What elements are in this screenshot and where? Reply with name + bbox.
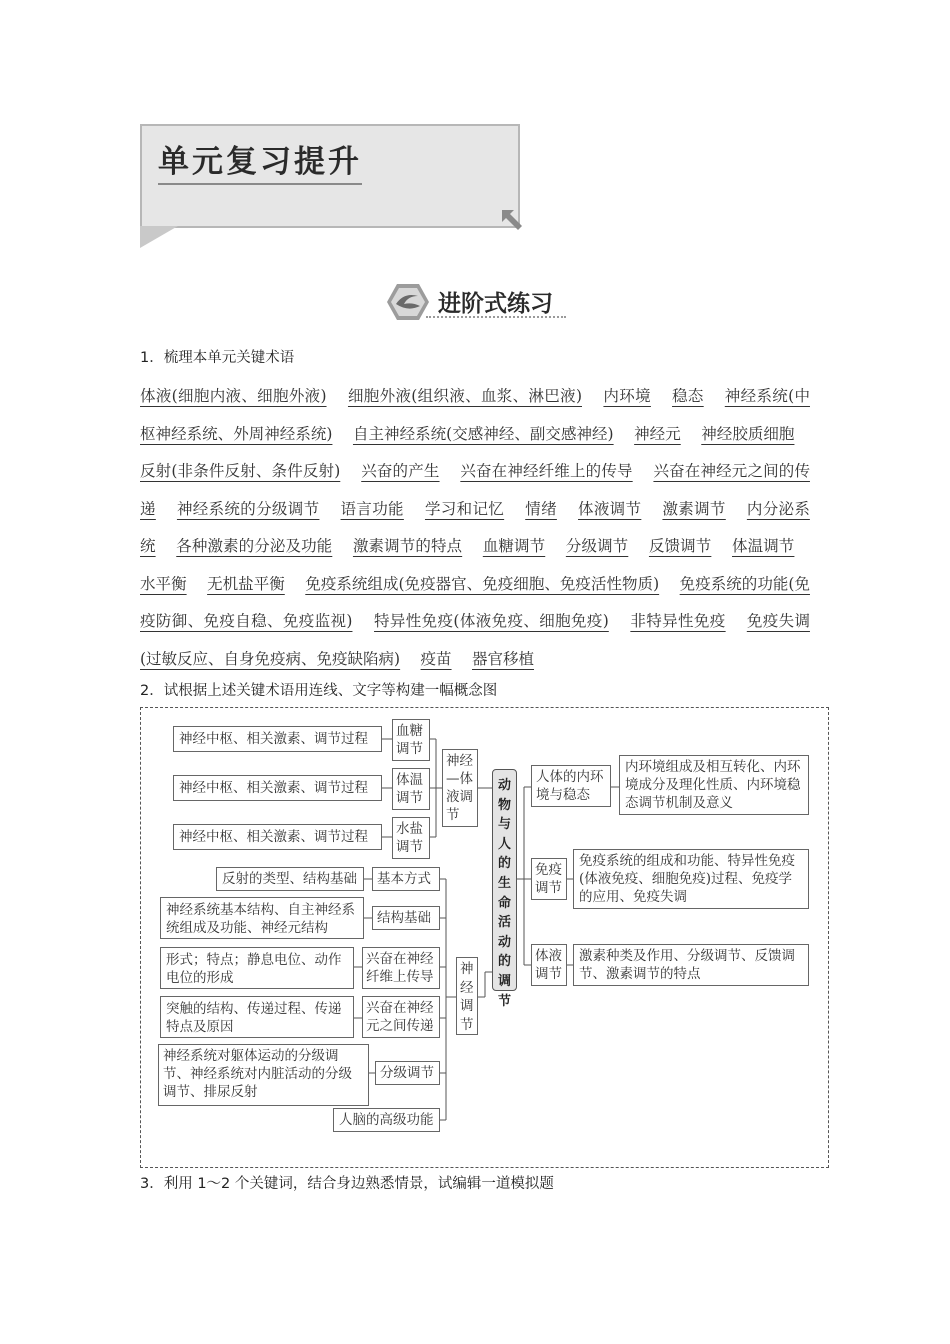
- detail-water-salt: 神经中枢、相关激素、调节过程: [173, 824, 382, 850]
- key-term: 反射(非条件反射、条件反射): [140, 462, 341, 480]
- question-2: 2．试根据上述关键术语用连线、文字等构建一幅概念图: [140, 683, 498, 699]
- key-term: 各种激素的分泌及功能: [176, 537, 333, 555]
- label-internal-environment: 人体的内环境与稳态: [531, 765, 611, 807]
- key-term: 免疫失调(过敏反应、自身免疫病、免疫缺陷病): [140, 612, 810, 668]
- key-term: 免疫系统组成(免疫器官、免疫细胞、免疫活性物质): [305, 574, 660, 593]
- key-term: 神经系统的分级调节: [176, 499, 320, 518]
- detail-synaptic-transmission: 突触的结构、传递过程、传递特点及原因: [160, 996, 354, 1038]
- question-3: 3．利用 1～2 个关键词，结合身边熟悉情景，试编辑一道模拟题: [140, 1176, 554, 1192]
- swirl-badge-icon: [386, 282, 430, 322]
- key-term: 特异性免疫(体液免疫、细胞免疫): [374, 612, 609, 630]
- key-term: 器官移植: [472, 649, 535, 668]
- key-term: 免疫系统的功能(免疫防御、免疫自稳、免疫监视): [140, 574, 810, 630]
- key-term: 激素调节的特点: [352, 537, 463, 555]
- key-term: 水平衡: [140, 574, 187, 593]
- unit-title: 单元复习提升: [158, 136, 362, 185]
- center-topic: 动物与人的生命活动的调节: [492, 769, 517, 991]
- key-term: 内环境: [603, 387, 651, 405]
- key-term: 神经胶质细胞: [701, 424, 795, 443]
- label-humoral-regulation: 体液调节: [531, 944, 567, 986]
- detail-immune-regulation: 免疫系统的组成和功能、特异性免疫(体液免疫、细胞免疫)过程、免疫学的应用、免疫失调: [573, 849, 809, 909]
- key-term: 神经系统(中枢神经系统、外周神经系统): [140, 387, 810, 443]
- key-term: 自主神经系统(交感神经、副交感神经): [352, 424, 614, 443]
- label-fiber-conduction: 兴奋在神经纤维上传导: [362, 947, 440, 989]
- key-term: 体液调节: [578, 499, 642, 518]
- key-terms-list: [140, 378, 810, 678]
- label-synaptic-transmission: 兴奋在神经元之间传递: [362, 996, 440, 1038]
- key-term: 稳态: [672, 387, 704, 405]
- detail-internal-environment: 内环境组成及相互转化、内环境成分及理化性质、内环境稳态调节机制及意义: [619, 755, 809, 815]
- key-term: 体温调节: [732, 537, 795, 555]
- label-immune-regulation: 免疫调节: [531, 858, 567, 900]
- question-1: 1．梳理本单元关键术语: [140, 350, 295, 366]
- key-term: 疫苗: [420, 649, 452, 668]
- label-basic-mode: 基本方式: [372, 867, 440, 891]
- key-term: 血糖调节: [482, 537, 546, 555]
- key-term: 细胞外液(组织液、血浆、淋巴液): [347, 387, 582, 405]
- label-brain-higher-function: 人脑的高级功能: [333, 1108, 440, 1132]
- detail-humoral-regulation: 激素种类及作用、分级调节、反馈调节、激素调节的特点: [573, 944, 809, 986]
- key-term: 内分泌系统: [140, 499, 810, 555]
- detail-basic-mode: 反射的类型、结构基础: [216, 867, 364, 891]
- key-term: 兴奋在神经纤维上的传导: [460, 462, 633, 480]
- detail-blood-sugar: 神经中枢、相关激素、调节过程: [173, 726, 382, 752]
- label-neural-regulation: 神经调节: [456, 957, 478, 1035]
- key-term: 分级调节: [565, 537, 629, 555]
- section-title: 进阶式练习: [438, 291, 553, 317]
- key-term: 无机盐平衡: [207, 574, 285, 593]
- concept-map: [140, 707, 829, 1168]
- detail-structural-basis: 神经系统基本结构、自主神经系统组成及功能、神经元结构: [160, 897, 364, 939]
- key-term: 兴奋的产生: [361, 462, 440, 480]
- key-term: 神经元: [634, 424, 681, 443]
- label-water-salt: 水盐调节: [392, 817, 430, 859]
- label-body-temp: 体温调节: [392, 768, 430, 810]
- detail-body-temp: 神经中枢、相关激素、调节过程: [173, 775, 382, 801]
- label-blood-sugar: 血糖调节: [392, 719, 430, 761]
- label-structural-basis: 结构基础: [372, 906, 440, 930]
- banner-fold-decoration: [140, 226, 178, 248]
- key-term: 学习和记忆: [424, 499, 505, 518]
- section-underline: [426, 316, 566, 322]
- detail-hierarchical-regulation: 神经系统对躯体运动的分级调节、神经系统对内脏活动的分级调节、排尿反射: [158, 1044, 369, 1106]
- key-term: 反馈调节: [648, 537, 712, 555]
- key-term: 非特异性免疫: [630, 612, 726, 630]
- corner-arrow-icon: [498, 206, 526, 234]
- key-term: 激素调节: [662, 499, 726, 518]
- label-neuro-humoral: 神经—体液调节: [442, 749, 478, 827]
- key-term: 体液(细胞内液、细胞外液): [140, 387, 327, 405]
- key-term: 兴奋在神经元之间的传递: [140, 462, 810, 518]
- label-hierarchical-regulation: 分级调节: [375, 1061, 440, 1085]
- detail-fiber-conduction: 形式；特点；静息电位、动作电位的形成: [160, 947, 354, 989]
- unit-banner: [140, 124, 520, 228]
- key-term: 语言功能: [340, 499, 404, 518]
- section-header: [386, 282, 566, 322]
- key-term: 情绪: [525, 499, 557, 518]
